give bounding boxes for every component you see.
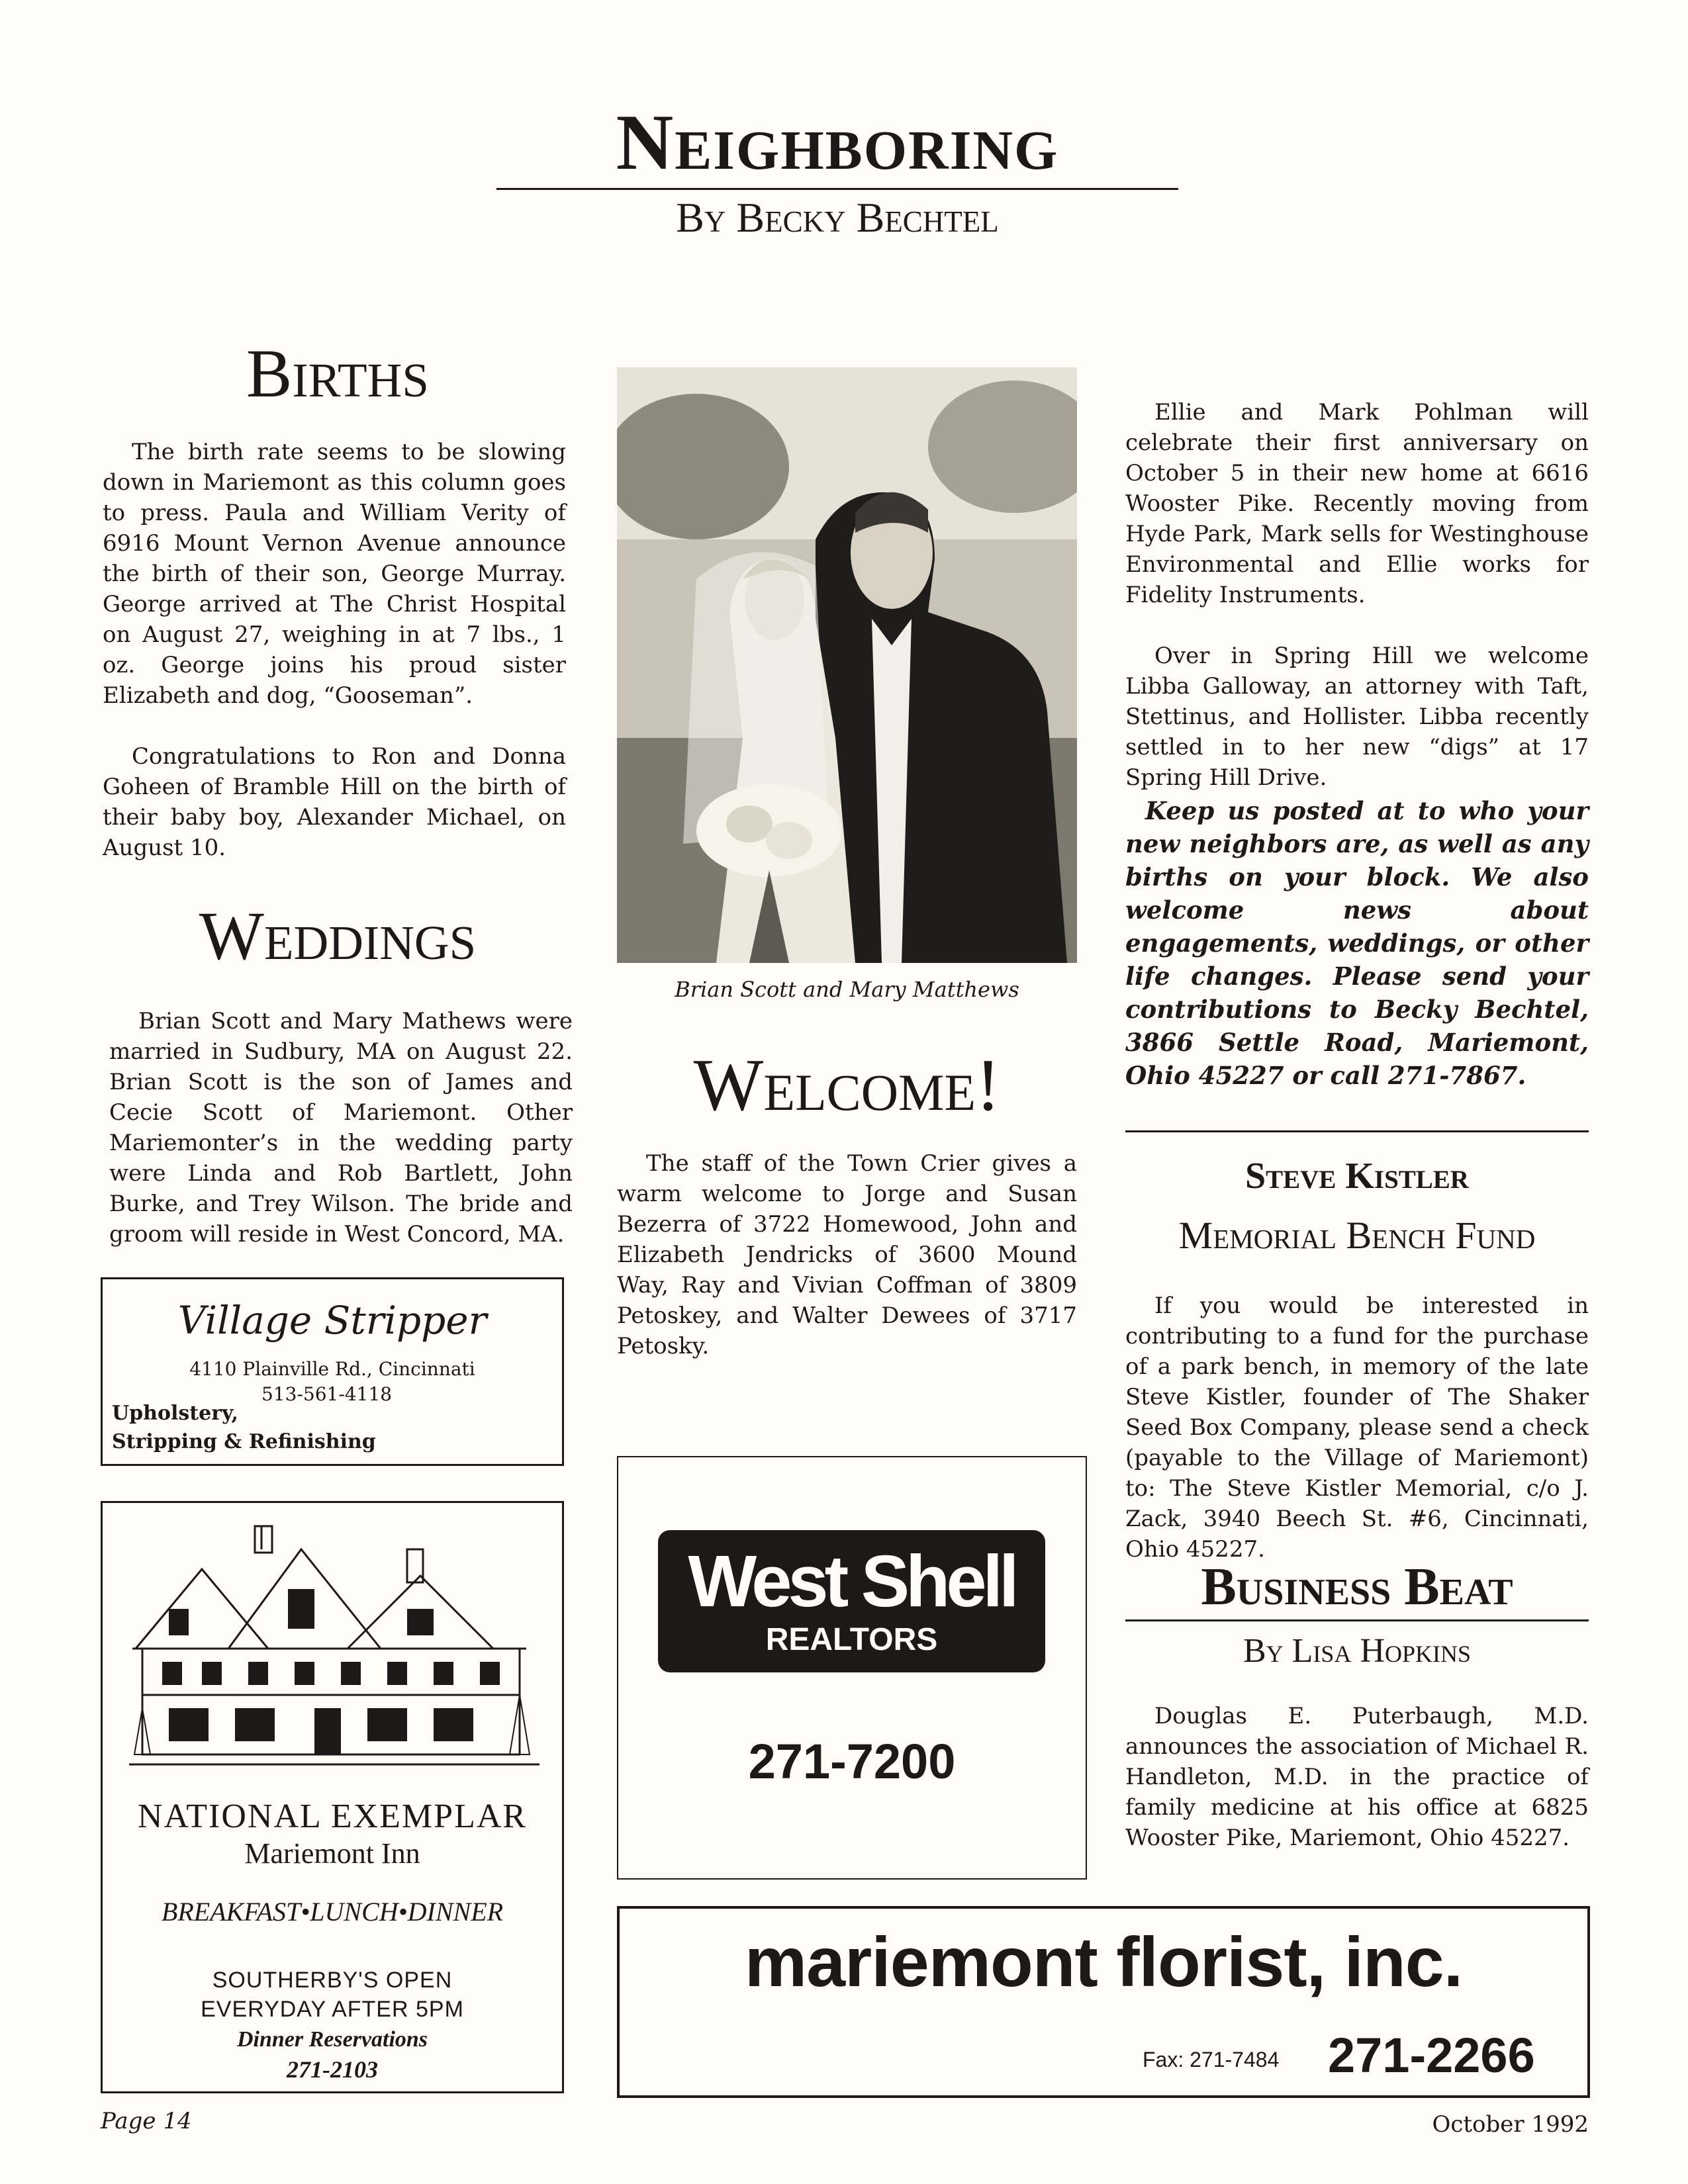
business-beat-byline: By Lisa Hopkins [1243,1632,1472,1670]
florist-fax: Fax: 271-7484 [1143,2048,1280,2071]
inn-line-2: EVERYDAY AFTER 5PM [201,1997,464,2022]
west-shell-logo-plate [658,1530,1045,1672]
masthead-byline: By Becky Bechtel [676,194,999,241]
masthead-rule [496,188,1178,190]
business-beat-body: Douglas E. Puterbaugh, M.D. announces the association of Michael R. Handleton, M.D. in the practice of family medicine at his office at 6825 Wooster Pike, Mariemont, Ohio 45227. [1125,1703,1589,1851]
village-stripper-ad [101,1277,564,1466]
right-column-body [1125,397,1589,823]
page-title: Neighboring [616,98,1059,186]
inn-illustration [129,1523,539,1781]
masthead [463,99,1211,242]
west-shell-ad [617,1456,1087,1880]
weddings-body [109,1006,573,1280]
memorial-title: Steve Kistler [1245,1156,1469,1197]
issue-date: October 1992 [1432,2111,1589,2138]
births-paragraph-2: Congratulations to Ron and Donna Goheen of Bramble Hill on the birth of their baby boy, Alexander Michael, on August 10. [103,743,566,861]
inn-line-3: Dinner Reservations [236,2027,428,2052]
west-shell-phone: 271-7200 [748,1734,956,1789]
florist-ad [617,1906,1590,2098]
business-beat-heading: Business Beat [1201,1558,1513,1616]
inn-line-1: SOUTHERBY'S OPEN [212,1968,453,1993]
photo-caption: Brian Scott and Mary Matthews [675,977,1019,1002]
village-stripper-service-1: Upholstery, [112,1402,239,1425]
west-shell-sub: REALTORS [765,1622,938,1657]
section-divider [1125,1130,1589,1132]
florist-name: mariemont florist, inc. [744,1923,1463,2001]
contributions-callout: Keep us posted at to who your new neighbors are, as well as any births on your block. We also welcome news about engagements, weddings, or other life changes. Please send your contributions to Becky Bechtel, 3866 Settle Road, Mariemont, Ohio 45227 or call 271-7867. [1125,796,1589,1090]
births-paragraph-1: The birth rate seems to be slowing down in Mariemont as this column goes to press. Paula and William Verity of 6916 Mount Vernon Avenue announce the birth of their son, George Murray. George arrived at The Christ Hospital on August 27, weighing in at 7 lbs., 1 oz. George joins his proud sister Elizabeth and dog, “Gooseman”. [103,439,566,709]
village-stripper-name: Village Stripper [177,1298,487,1343]
inn-meals: BREAKFAST•LUNCH•DINNER [161,1897,504,1927]
pohlman-paragraph: Ellie and Mark Pohlman will celebrate their first anniversary on October 5 in their new home at 6616 Wooster Pike. Recently moving from Hyde Park, Mark sells for Westinghouse Environmental and Ellie works for Fidelity Instruments. [1125,399,1589,608]
memorial-subtitle: Memorial Bench Fund [1178,1214,1536,1257]
inn-headline: NATIONAL EXEMPLAR [137,1797,528,1835]
wedding-photo-image [617,367,1077,963]
welcome-paragraph-1: The staff of the Town Crier gives a warm welcome to Jorge and Susan Bezerra of 3722 Homewood, John and Elizabeth Jendricks of 3600 Mound Way, Ray and Vivian Coffman of 3809 Petoskey, and Walter Dewees of 3717 Petosky. [617,1150,1077,1359]
business-beat-rule [1125,1619,1589,1621]
births-body [103,437,566,893]
village-stripper-service-2: Stripping & Refinishing [112,1430,376,1453]
west-shell-name: West Shell [688,1541,1015,1622]
welcome-body [617,1148,1077,1392]
village-stripper-phone: 513-561-4118 [261,1383,393,1405]
village-stripper-address: 4110 Plainville Rd., Cincinnati [189,1358,475,1380]
inn-phone: 271-2103 [287,2056,378,2083]
memorial-body: If you would be interested in contributing to a fund for the purchase of a park bench, in memory of the late Steve Kistler, founder of The Shaker Seed Box Company, please send a check (payable to the Village of Mariemont) to: The Steve Kistler Memorial, c/o J. Zack, 3940 Beech St. #6, Cincinnati, Ohio 45227. [1125,1293,1589,1563]
wedding-photo [617,367,1077,963]
inn-subhead: Mariemont Inn [244,1837,420,1870]
galloway-paragraph: Over in Spring Hill we welcome Libba Galloway, an attorney with Taft, Stettinus, and Hollister. Libba recently settled in to her new “digs” at 17 Spring Hill Drive. [1125,643,1589,791]
weddings-paragraph-1: Brian Scott and Mary Mathews were married in Sudbury, MA on August 22. Brian Scott is the son of James and Cecie Scott of Mariemont. Other Mariemonter’s in the wedding party were Linda and Rob Bartlett, John Burke, and Trey Wilson. The bride and groom will reside in West Concord, MA. [109,1008,573,1248]
welcome-heading: Welcome! [693,1044,1001,1126]
births-heading: Births [246,336,429,412]
page-number: Page 14 [101,2108,192,2134]
florist-phone: 271-2266 [1328,2028,1535,2083]
mariemont-inn-ad [101,1501,564,2093]
weddings-heading: Weddings [199,898,477,974]
